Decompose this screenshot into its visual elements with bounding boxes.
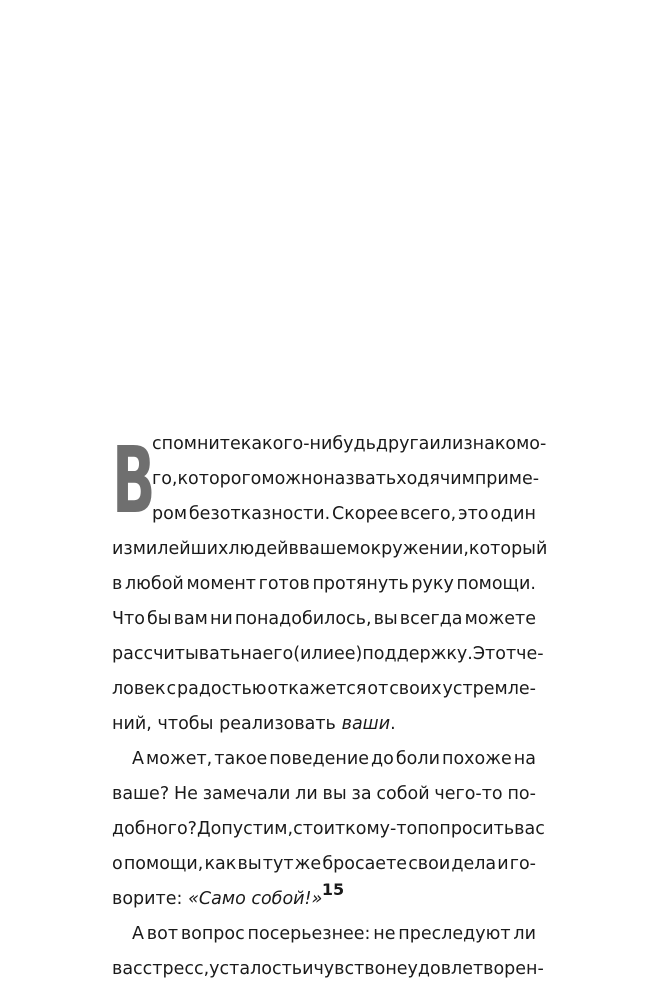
- word: че-: [516, 644, 544, 664]
- word: ловек: [112, 679, 166, 699]
- word: до: [371, 749, 394, 769]
- word: Что: [112, 609, 145, 629]
- word: собой: [376, 784, 430, 804]
- text-line: [112, 672, 536, 707]
- word: по-: [507, 784, 536, 804]
- word: вы: [237, 854, 262, 874]
- word: Скорее: [331, 504, 399, 524]
- word: о: [112, 854, 123, 874]
- text-line: [112, 742, 536, 777]
- word: руку: [411, 574, 454, 594]
- word: усталость: [209, 959, 303, 979]
- word: ли: [295, 784, 318, 804]
- word: вот: [146, 924, 179, 944]
- word: на: [240, 644, 263, 664]
- text-line: [112, 567, 536, 602]
- word: Этот: [472, 644, 517, 664]
- word: вашем: [298, 539, 360, 559]
- word: бы: [146, 609, 172, 629]
- word: ний,: [112, 714, 152, 734]
- word: своих: [389, 679, 442, 699]
- word: знакомо-: [463, 434, 547, 454]
- word: момент: [186, 574, 256, 594]
- word: свои: [408, 854, 451, 874]
- text-line: [112, 427, 547, 462]
- word: приме-: [474, 469, 540, 489]
- word: стресс,: [142, 959, 210, 979]
- word: «Само собой!»: [188, 889, 323, 909]
- word: какого-нибудь: [240, 434, 376, 454]
- word: замечали: [202, 784, 291, 804]
- word: ваши.: [341, 714, 396, 734]
- word: всегда: [399, 609, 463, 629]
- word: назвать: [323, 469, 397, 489]
- word: вы: [373, 609, 398, 629]
- page-number: 15: [321, 880, 345, 899]
- text-line: [112, 462, 540, 497]
- word: ходячим: [396, 469, 475, 489]
- word: (или: [293, 644, 334, 664]
- word: вы: [322, 784, 347, 804]
- word: как: [204, 854, 237, 874]
- word: рассчитывать: [112, 644, 241, 664]
- word: чтобы: [157, 714, 214, 734]
- word: протянуть: [312, 574, 409, 594]
- word: в: [112, 574, 123, 594]
- word: вопрос: [180, 924, 245, 944]
- word: в: [288, 539, 299, 559]
- word: стоит: [293, 819, 346, 839]
- word: можете: [464, 609, 536, 629]
- word: всего,: [399, 504, 457, 524]
- word: не: [373, 924, 396, 944]
- word: откажется: [267, 679, 367, 699]
- word: спомните: [152, 434, 241, 454]
- word: ром: [152, 504, 188, 524]
- word: реализовать: [219, 714, 336, 734]
- word: помощи.: [456, 574, 536, 594]
- word: А: [132, 924, 144, 944]
- word: людей: [228, 539, 289, 559]
- word: похоже: [442, 749, 512, 769]
- word: устремле-: [442, 679, 536, 699]
- word: ли: [513, 924, 536, 944]
- word: один: [490, 504, 536, 524]
- word: ваше?: [112, 784, 170, 804]
- word: за: [351, 784, 372, 804]
- word: вас: [112, 959, 143, 979]
- text-line: [112, 602, 536, 637]
- word: Допустим,: [196, 819, 294, 839]
- word: посерьезнее:: [247, 924, 371, 944]
- paragraph-lines: [112, 427, 548, 987]
- text-line: [112, 847, 536, 882]
- text-line: [112, 952, 544, 987]
- word: готов: [258, 574, 310, 594]
- text-line: [112, 777, 536, 812]
- word: попросить: [417, 819, 515, 839]
- word: его: [262, 644, 294, 664]
- word: кому-то: [345, 819, 418, 839]
- word: друга: [375, 434, 430, 454]
- word: милейших: [132, 539, 229, 559]
- word: А: [132, 749, 144, 769]
- word: го,: [152, 469, 178, 489]
- word: же: [294, 854, 322, 874]
- text-line: [112, 497, 536, 532]
- word: с: [166, 679, 177, 699]
- word: который: [468, 539, 548, 559]
- text-line: [112, 532, 548, 567]
- word: чего-то: [434, 784, 503, 804]
- word: преследуют: [398, 924, 511, 944]
- drop-cap: В: [112, 427, 156, 534]
- word: ни: [209, 609, 233, 629]
- word: ворите:: [112, 889, 183, 909]
- word: поведение: [269, 749, 369, 769]
- word: вас: [514, 819, 545, 839]
- word: чувство: [313, 959, 386, 979]
- word: поддержку.: [362, 644, 473, 664]
- text-line: [112, 917, 536, 952]
- word: и: [497, 854, 509, 874]
- word: любой: [125, 574, 184, 594]
- word: из: [112, 539, 133, 559]
- word: безотказности.: [188, 504, 331, 524]
- text-line: [112, 637, 544, 672]
- word: добного?: [112, 819, 197, 839]
- text-line: [112, 707, 536, 742]
- word: и: [302, 959, 314, 979]
- word: радостью: [176, 679, 267, 699]
- word: можно: [261, 469, 324, 489]
- word: неудовлетворен-: [385, 959, 544, 979]
- word: может,: [146, 749, 213, 769]
- word: бросаете: [322, 854, 408, 874]
- word: го-: [509, 854, 536, 874]
- word: такое: [214, 749, 268, 769]
- word: Не: [173, 784, 198, 804]
- word: это: [457, 504, 489, 524]
- word: ее): [333, 644, 363, 664]
- word: вам: [173, 609, 208, 629]
- word: помощи,: [123, 854, 204, 874]
- text-line: [112, 812, 545, 847]
- body-text: [112, 427, 548, 987]
- word: боли: [395, 749, 440, 769]
- word: на: [513, 749, 536, 769]
- word: тут: [262, 854, 294, 874]
- word: дела: [451, 854, 497, 874]
- word: от: [367, 679, 389, 699]
- word: понадобилось,: [234, 609, 372, 629]
- word: или: [429, 434, 464, 454]
- word: окружении,: [359, 539, 469, 559]
- word: которого: [177, 469, 262, 489]
